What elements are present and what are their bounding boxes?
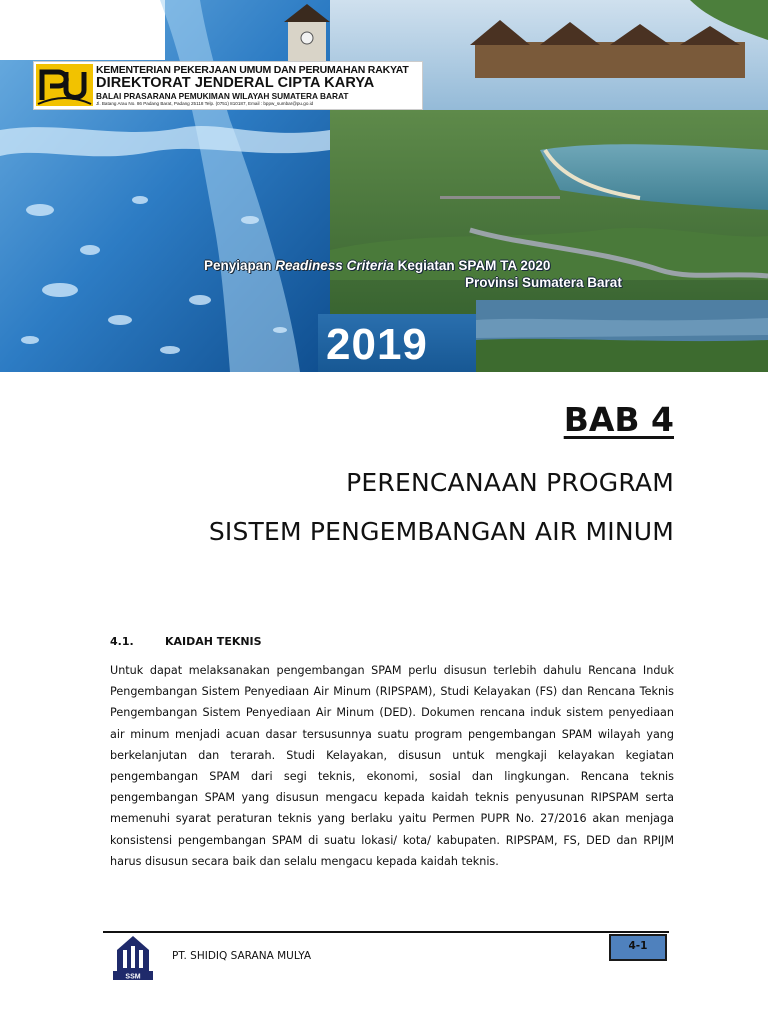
company-logo-text: SSM	[125, 973, 141, 981]
footer-divider	[103, 931, 669, 933]
chapter-title-line1: PERENCANAAN PROGRAM	[346, 468, 674, 497]
banner-subtitle	[204, 258, 550, 273]
subtitle-emphasis: Readiness Criteria	[275, 258, 394, 273]
company-logo-icon	[109, 934, 157, 982]
footer-company-name: PT. SHIDIQ SARANA MULYA	[172, 950, 312, 962]
chapter-title-line2: SISTEM PENGEMBANGAN AIR MINUM	[208, 517, 674, 546]
subtitle-prefix: Penyiapan	[204, 258, 276, 273]
agency-address: Jl. Batang Arau No. 86 Padang Barat, Padang 25118 Telp. (0751) 810187, Email : bppw_sumbar@pu.go.id	[96, 101, 314, 106]
chapter-label: BAB 4	[563, 400, 674, 439]
ministry-name: KEMENTERIAN PEKERJAAN UMUM DAN PERUMAHAN RAKYAT	[96, 64, 409, 76]
cover-banner	[0, 0, 768, 372]
section-title: KAIDAH TEKNIS	[165, 635, 262, 648]
page-number: 4-1	[628, 940, 648, 952]
section-number: 4.1.	[110, 635, 134, 648]
section-body: Untuk dapat melaksanakan pengembangan SPAM perlu disusun terlebih dahulu Rencana Induk Pengembangan Sistem Penyediaan Air Minum (RIPSPAM), Studi Kelayakan (FS) dan Rencana Teknis Pengembangan Sistem Penyediaan Air Minum (DED). Dokumen rencana induk sistem penyediaan air minum menjadi acuan dasar tersusunnya suatu program pengembangan SPAM wilayah yang berkelanjutan dan terarah. Studi Kelayakan, disusun untuk mengkaji kelayakan kegiatan pengembangan SPAM dari segi teknis, ekonomi, sosial dan lingkungan. Rencana teknis pengembangan SPAM yang disusun mengacu kepada kaidah teknis penyusunan RIPSPAM serta memenuhi syarat peraturan teknis yang berlaku yaitu Permen PUPR No. 27/2016 akan menjaga konsistensi pengembangan SPAM di suatu lokasi/ kota/ kabupaten. RIPSPAM, FS, DED dan RPIJM harus disusun secara baik dan selalu mengacu kepada kaidah teknis.	[110, 664, 674, 868]
banner-province: Provinsi Sumatera Barat	[465, 275, 622, 290]
ministry-logo-block	[33, 61, 423, 110]
agency-name: BALAI PRASARANA PEMUKIMAN WILAYAH SUMATERA BARAT	[96, 91, 349, 101]
pu-emblem-icon	[36, 64, 93, 106]
banner-year: 2019	[326, 320, 428, 369]
directorate-name: DIREKTORAT JENDERAL CIPTA KARYA	[96, 75, 375, 91]
subtitle-suffix: Kegiatan SPAM TA 2020	[393, 258, 551, 273]
